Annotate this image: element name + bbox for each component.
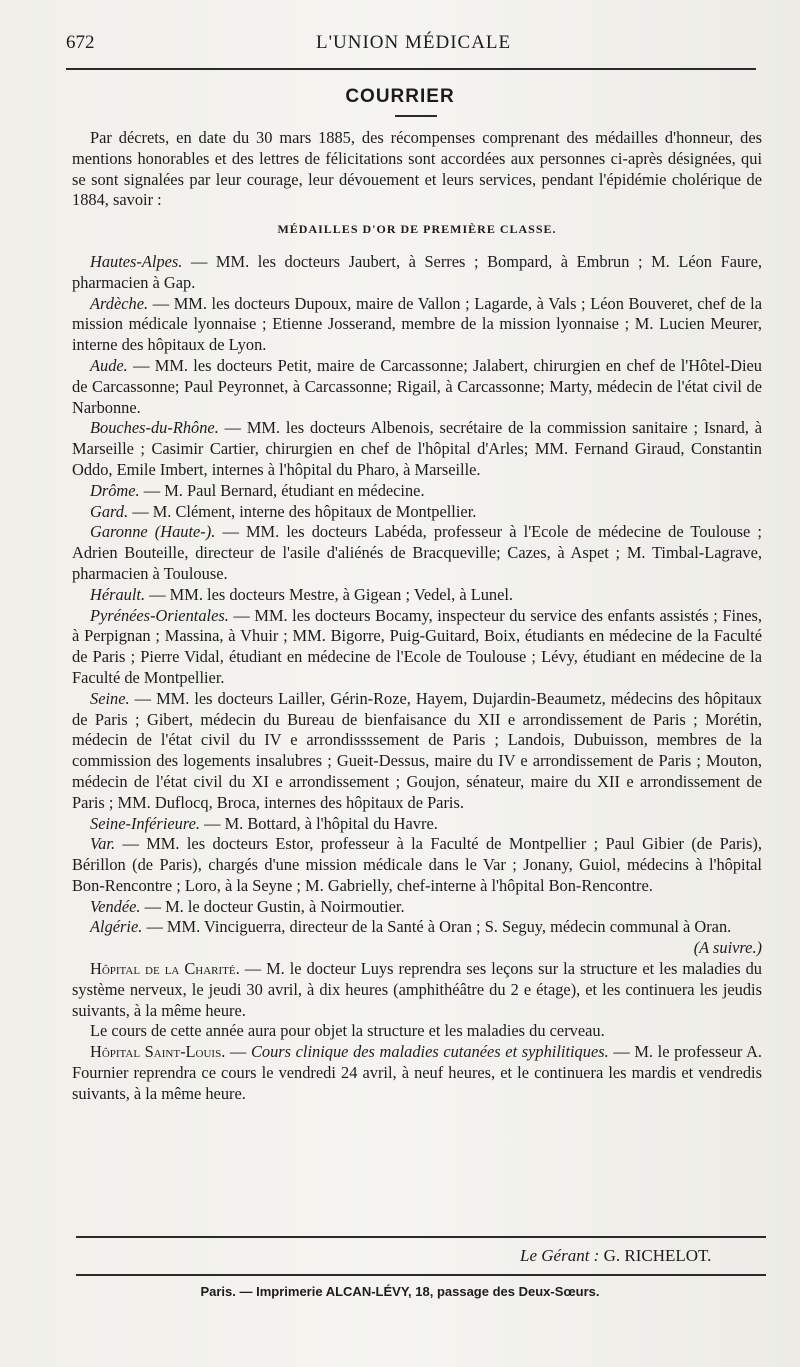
entry-text: — MM. les docteurs Estor, professeur à la Faculté de Montpellier ; Paul Gibier (de Paris), Bérillon (de Paris), chargés d'une mission médicale dans le Var ; Jonany, Guiol, médecins à l'hôpital Bon-Rencontre ; Loro, à la Seyne ; M. Gabrielly, chef-interne à l'hôpital Bon-Rencontre.: [72, 834, 762, 895]
entry-department: Vendée.: [90, 896, 141, 916]
journal-title: L'UNION MÉDICALE: [316, 32, 512, 53]
entry-department: Drôme.: [90, 480, 140, 500]
entry-department: Algérie.: [90, 917, 143, 937]
gerant-label: Le Gérant :: [520, 1246, 600, 1265]
entry-department: Seine-Inférieure.: [90, 813, 200, 833]
entry-department: Hérault.: [90, 584, 146, 604]
charite-text: — M. le docteur Luys reprendra ses leçons sur la structure et les maladies du système nerveux, le jeudi 30 avril, à dix heures (amphithéâtre du 2 e étage), et les continuera les jeudis suivants, à la même heure.: [72, 959, 762, 1020]
entry-paragraph: [72, 252, 762, 294]
entry-department: Seine.: [90, 688, 130, 708]
gerant-name: G. RICHELOT.: [603, 1246, 712, 1265]
page-header: [66, 32, 766, 60]
entry-department: Hautes-Alpes.: [90, 251, 183, 271]
entry-paragraph: [72, 481, 762, 502]
entry-text: — M. Clément, interne des hôpitaux de Montpellier.: [128, 501, 477, 521]
entry-paragraph: [72, 897, 762, 918]
entry-text: — M. Bottard, à l'hôpital du Havre.: [199, 813, 438, 833]
entry-paragraph: [72, 917, 762, 938]
entry-text: — MM. les docteurs Albenois, secrétaire de la commission sanitaire ; Isnard, à Marseille ; Casimir Cartier, chirurgien en chef de l'hôpital d'Arles; MM. Fernand Giraud, Constantin Oddo, Emile Imbert, internes à l'hôpital du Pharo, à Marseille.: [72, 418, 762, 479]
entry-text: — MM. les docteurs Labéda, professeur à l'Ecole de médecine de Toulouse ; Adrien Bouteille, directeur de l'asile d'aliénés de Bracqueville; Cazes, à Aspet ; M. Timbal-Lagrave, pharmacien à Toulouse.: [72, 522, 762, 583]
entry-paragraph: [72, 814, 762, 835]
entry-paragraph: [72, 294, 762, 356]
saint-louis-label: Hôpital Saint-Louis.: [90, 1042, 226, 1062]
entry-text: — MM. les docteurs Petit, maire de Carcassonne; Jalabert, chirurgien en chef de l'Hôtel-Dieu de Carcassonne; Paul Peyronnet, à Carcassonne; Rigail, à Carcassonne; Marty, médecin de l'état civil de Narbonne.: [72, 355, 762, 417]
entry-paragraph: [72, 606, 762, 689]
entry-text: — MM. les docteurs Dupoux, maire de Vallon ; Lagarde, à Vals ; Léon Bouveret, chef de la mission médicale lyonnaise ; Etienne Josserand, membre de la mission lyonnaise ; M. Lucien Meurer, interne des hôpitaux de Lyon.: [72, 293, 762, 355]
entry-text: — M. Paul Bernard, étudiant en médecine.: [139, 480, 425, 500]
entry-department: Var.: [90, 834, 116, 854]
entry-department: Bouches-du-Rhône.: [90, 418, 219, 438]
entry-paragraph: [72, 689, 762, 814]
intro-paragraph: Par décrets, en date du 30 mars 1885, des récompenses comprenant des médailles d'honneur, des mentions honorables et des lettres de félicitations sont accordées aux personnes ci-après désignées, qui se sont signalées par leur courage, leur dévouement et leurs services, pendant l'épidémie cholérique de 1884, savoir :: [72, 128, 762, 210]
charite-paragraph: [72, 959, 762, 1021]
footer-rule-2: [76, 1274, 766, 1276]
charite-label: Hôpital de la Charité.: [90, 959, 240, 979]
entry-text: — MM. les docteurs Bocamy, inspecteur du service des enfants assistés ; Fines, à Perpignan ; Massina, à Vhuir ; MM. Bigorre, Puig-Guitard, Boix, étudiants en médecine de la Faculté de Paris ; Pierre Vidal, étudiant en médecine de l'Ecole de Toulouse ; Lévy, étudiant en médecine de la Faculté de Montpellier.: [72, 605, 762, 687]
footer-rule-1: [76, 1236, 766, 1238]
entry-department: Gard.: [90, 501, 129, 521]
page-number: 672: [66, 32, 95, 53]
entry-text: — MM. les docteurs Jaubert, à Serres ; Bompard, à Embrun ; M. Léon Faure, pharmacien à Gap.: [72, 251, 762, 292]
entry-paragraph: [72, 522, 762, 584]
entry-paragraph: [72, 834, 762, 896]
header-rule: [66, 68, 756, 70]
entry-text: — MM. les docteurs Mestre, à Gigean ; Vedel, à Lunel.: [145, 584, 514, 604]
article-body: [72, 128, 762, 1105]
subheading: MÉDAILLES D'OR DE PREMIÈRE CLASSE.: [277, 222, 557, 237]
entry-text: — MM. Vinciguerra, directeur de la Santé à Oran ; S. Seguy, médecin communal à Oran.: [142, 917, 732, 937]
entry-text: — MM. les docteurs Lailler, Gérin-Roze, Hayem, Dujardin-Beaumetz, médecins des hôpitaux de Paris ; Gibert, médecin du Bureau de bienfaisance du XII e arrondissement de Paris ; Morétin, médecin de l'état civil du IV e arrondissssement de Paris ; Landois, Dubuisson, membres de la commission des logements insalubres ; Gueit-Dessus, maire du IV e arrondissement de Paris ; Mouton, médecin de l'état civil du XI e arrondissement ; Goujon, sénateur, maire du XII e arrondissement de Paris ; MM. Duflocq, Broca, internes des hôpitaux de Paris.: [72, 688, 762, 812]
saint-louis-course: Cours clinique des maladies cutanées et syphilitiques.: [250, 1042, 609, 1062]
entry-paragraph: [72, 585, 762, 606]
entries-list: [72, 252, 762, 938]
title-rule: [395, 115, 437, 117]
entry-department: Ardèche.: [90, 293, 149, 313]
section-title: COURRIER: [345, 86, 455, 107]
entry-department: Pyrénées-Orientales.: [90, 605, 229, 625]
saint-louis-paragraph: Hôpital Saint-Louis. — Cours clinique des maladies cutanées et syphilitiques. — M. le professeur A. Fournier reprendra ce cours le vendredi 24 avril, à neuf heures, et le continuera les mardis et vendredis suivants, à la même heure.: [72, 1042, 763, 1103]
charite-paragraph-2: Le cours de cette année aura pour objet la structure et les maladies du cerveau.: [90, 1021, 605, 1041]
printer-line: Paris. — Imprimerie ALCAN-LÉVY, 18, passage des Deux-Sœurs.: [200, 1284, 600, 1299]
entry-department: Aude.: [90, 355, 128, 375]
entry-department: Garonne (Haute-).: [90, 522, 216, 542]
a-suivre: (A suivre.): [693, 938, 762, 958]
entry-text: — M. le docteur Gustin, à Noirmoutier.: [140, 896, 405, 916]
gerant-line: [520, 1246, 711, 1266]
entry-paragraph: [72, 418, 762, 480]
entry-paragraph: [72, 356, 762, 418]
entry-paragraph: [72, 502, 762, 523]
saint-louis-text: — M. le professeur A. Fournier reprendra ce cours le vendredi 24 avril, à neuf heures, et le continuera les mardis et vendredis suivants, à la même heure.: [72, 1042, 763, 1103]
